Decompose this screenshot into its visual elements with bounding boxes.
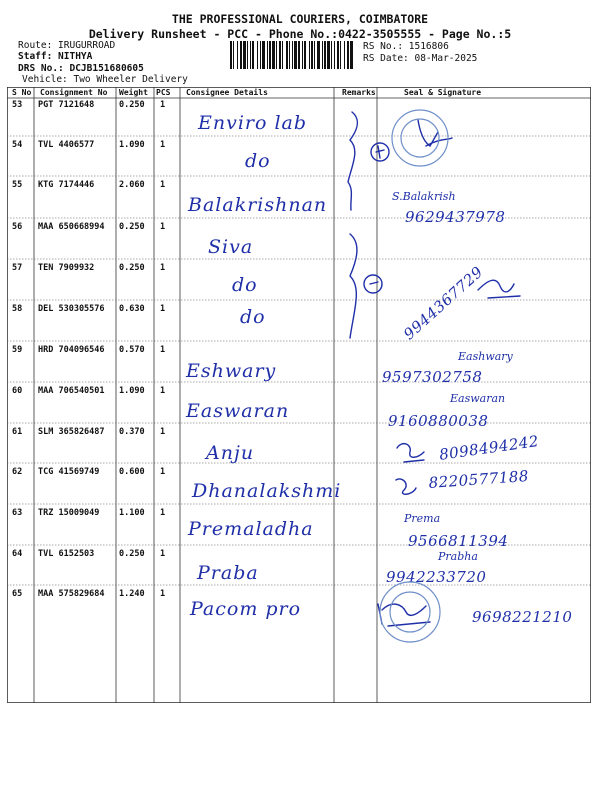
row-sno: 63: [12, 508, 23, 518]
col-header-consignment: Consignment No: [40, 88, 108, 97]
row-pcs: 1: [160, 427, 166, 437]
row-pcs: 1: [160, 304, 166, 314]
row-weight: 0.250: [119, 263, 145, 273]
vehicle-info: Vehicle: Two Wheeler Delivery: [22, 74, 188, 85]
row-weight: 0.570: [119, 345, 145, 355]
row-sno: 65: [12, 589, 23, 599]
row-consignment-no: TEN 7909932: [38, 263, 95, 273]
consignee-name-handwritten: do: [240, 306, 266, 328]
receiver-signature: Easwaran: [450, 392, 506, 405]
row-sno: 60: [12, 386, 23, 396]
staff-info: Staff: NITHYA: [18, 51, 93, 62]
receiver-signature: Eashwary: [458, 350, 513, 363]
row-weight: 0.630: [119, 304, 145, 314]
col-header-remarks: Remarks: [342, 88, 376, 97]
row-sno: 56: [12, 222, 23, 232]
row-pcs: 1: [160, 508, 166, 518]
consignee-name-handwritten: Easwaran: [186, 400, 290, 422]
consignee-name-handwritten: Siva: [208, 236, 254, 258]
consignee-name-handwritten: Praba: [197, 562, 259, 584]
rs-date: RS Date: 08-Mar-2025: [363, 53, 478, 64]
row-pcs: 1: [160, 467, 166, 477]
receiver-signature: Prema: [404, 512, 441, 525]
row-weight: 1.100: [119, 508, 145, 518]
row-sno: 62: [12, 467, 23, 477]
col-header-weight: Weight: [119, 88, 148, 97]
row-weight: 1.090: [119, 140, 145, 150]
row-sno: 58: [12, 304, 23, 314]
row-pcs: 1: [160, 180, 166, 190]
consignee-name-handwritten: Dhanalakshmi: [192, 480, 342, 502]
consignee-name-handwritten: Enviro lab: [198, 112, 308, 134]
row-sno: 53: [12, 100, 23, 110]
row-sno: 64: [12, 549, 23, 559]
route-info: Route: IRUGURROAD: [18, 40, 116, 51]
row-sno: 54: [12, 140, 23, 150]
row-pcs: 1: [160, 100, 166, 110]
row-pcs: 1: [160, 140, 166, 150]
col-header-consignee: Consignee Details: [186, 88, 268, 97]
receiver-signature: Prabha: [438, 550, 478, 563]
receiver-phone: 9698221210: [472, 608, 573, 626]
receiver-phone: 9597302758: [382, 368, 483, 386]
row-weight: 0.250: [119, 549, 145, 559]
col-header-pcs: PCS: [156, 88, 171, 97]
col-header-sno: S No: [12, 88, 32, 97]
col-header-signature: Seal & Signature: [404, 88, 482, 97]
receiver-phone: 9566811394: [408, 532, 509, 550]
row-sno: 61: [12, 427, 23, 437]
row-consignment-no: MAA 575829684: [38, 589, 105, 599]
row-sno: 55: [12, 180, 23, 190]
row-pcs: 1: [160, 222, 166, 232]
consignee-name-handwritten: Eshwary: [186, 360, 277, 382]
row-consignment-no: MAA 650668994: [38, 222, 105, 232]
row-weight: 0.250: [119, 100, 145, 110]
receiver-phone: 9942233720: [386, 568, 487, 586]
row-consignment-no: HRD 704096546: [38, 345, 105, 355]
row-consignment-no: TRZ 15009049: [38, 508, 100, 518]
row-sno: 59: [12, 345, 23, 355]
row-pcs: 1: [160, 589, 166, 599]
company-title: THE PROFESSIONAL COURIERS, COIMBATORE: [171, 12, 429, 26]
row-consignment-no: SLM 365826487: [38, 427, 105, 437]
consignee-name-handwritten: Pacom pro: [190, 598, 302, 620]
row-consignment-no: PGT 7121648: [38, 100, 95, 110]
consignee-name-handwritten: Premaladha: [188, 518, 314, 540]
row-consignment-no: MAA 706540501: [38, 386, 105, 396]
row-consignment-no: TVL 4406577: [38, 140, 95, 150]
row-pcs: 1: [160, 549, 166, 559]
row-consignment-no: TVL 6152503: [38, 549, 95, 559]
consignee-name-handwritten: do: [245, 150, 271, 172]
row-pcs: 1: [160, 263, 166, 273]
row-weight: 1.090: [119, 386, 145, 396]
receiver-phone: 9944367729: [400, 262, 487, 344]
rs-number: RS No.: 1516806: [363, 41, 449, 52]
row-weight: 2.060: [119, 180, 145, 190]
barcode-image: [230, 41, 354, 69]
receiver-phone: 8098494242: [438, 432, 540, 464]
row-sno: 57: [12, 263, 23, 273]
row-weight: 1.240: [119, 589, 145, 599]
receiver-signature: S.Balakrish: [392, 190, 456, 203]
consignee-name-handwritten: Balakrishnan: [188, 194, 328, 216]
row-weight: 0.250: [119, 222, 145, 232]
row-weight: 0.600: [119, 467, 145, 477]
consignee-name-handwritten: do: [232, 274, 258, 296]
row-consignment-no: DEL 530305576: [38, 304, 105, 314]
row-consignment-no: TCG 41569749: [38, 467, 100, 477]
runsheet-subtitle: Delivery Runsheet - PCC - Phone No.:0422-3505555 - Page No.:5: [88, 27, 512, 41]
consignee-name-handwritten: Anju: [206, 442, 255, 464]
receiver-phone: 9629437978: [405, 208, 506, 226]
row-weight: 0.370: [119, 427, 145, 437]
receiver-phone: 9160880038: [388, 412, 489, 430]
row-pcs: 1: [160, 386, 166, 396]
drs-number: DRS No.: DCJB151680605: [18, 63, 144, 74]
row-pcs: 1: [160, 345, 166, 355]
row-consignment-no: KTG 7174446: [38, 180, 95, 190]
receiver-phone: 8220577188: [428, 466, 530, 492]
